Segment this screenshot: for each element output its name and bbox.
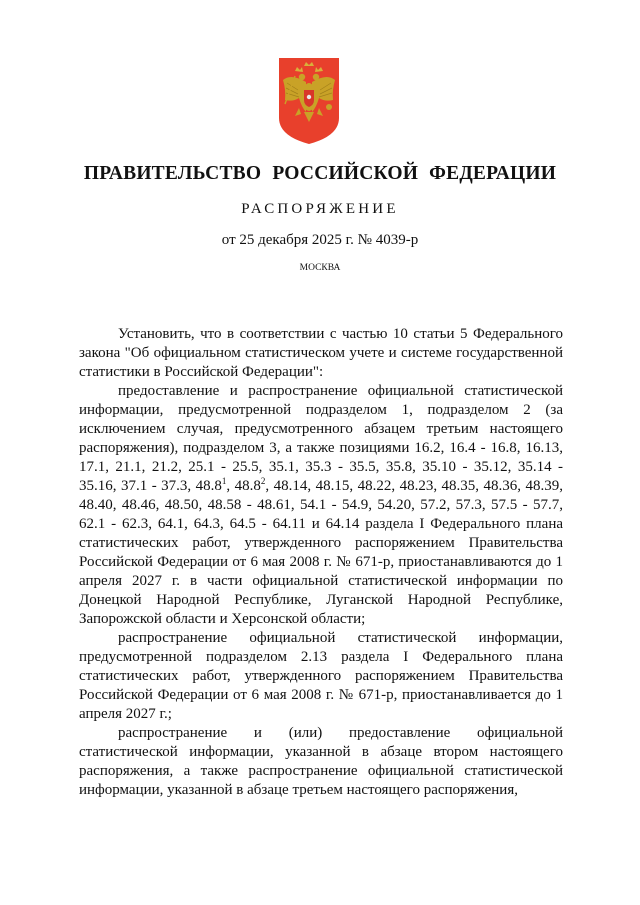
paragraph-2-text-a: предоставление и распространение официальной статистической информации, предусмотренной подразделом 1, подразделом 2 (за исключением случая, предусмотренного абзацем третьим настоящего распоряжения), подразделом 3, а также позициями 16.2, 16.4 - 16.8, 16.13, 17.1, 21.1, 21.2, 25.1 - 25.5, 35.1, 35.3 - 35.5, 35.8, 35.10 - 35.12, 35.14 - 35.16, 37.1 - 37.3, 48.8 (79, 383, 563, 494)
paragraph-2-text-c: , 48.14, 48.15, 48.22, 48.23, 48.35, 48.36, 48.39, 48.40, 48.46, 48.50, 48.58 - 48.61, 54.1 - 54.9, 54.20, 57.2, 57.3, 57.5 - 57.7, 62.1 - 62.3, 64.1, 64.3, 64.5 - 64.11 и 64.14 раздела I Федерального плана статистических работ, утвержденного распоряжением Правительства Российской Федерации от 6 мая 2008 г. № 671-р, приостанавливаются до 1 апреля 2027 г. в части официальной статистической информации по Донецкой Народной Республике, Луганской Народной Республике, Запорожской области и Херсонской области; (79, 478, 564, 627)
document-city: МОСКВА (299, 263, 341, 273)
paragraph-1: Установить, что в соответствии с частью 10 статьи 5 Федерального закона "Об официальном статистическом учете и системе государственной статистики в Российской Федерации": (79, 326, 563, 380)
superscript-1: 1 (221, 476, 227, 486)
paragraph-2-text-b: , 48.8 (226, 478, 261, 494)
paragraph-2 (79, 382, 563, 629)
superscript-2: 2 (260, 476, 266, 486)
paragraph-3: распространение официальной статистической информации, предусмотренной подразделом 2.13 раздела I Федерального плана статистических работ, утвержденного распоряжением Правительства Российской Федерации от 6 мая 2008 г. № 671-р, приостанавливается до 1 апреля 2027 г.; (79, 630, 563, 722)
government-title: ПРАВИТЕЛЬСТВО РОССИЙСКОЙ ФЕДЕРАЦИИ (83, 163, 557, 184)
russian-coat-of-arms-icon (277, 56, 341, 146)
paragraph-4: распространение и (или) предоставление официальной статистической информации, указанной в абзаце втором настоящего распоряжения, а также распространение официальной статистической информации, указанной в абзаце третьем настоящего распоряжения, (79, 725, 563, 798)
document-date-number: от 25 декабря 2025 г. № 4039-р (221, 232, 419, 248)
document-type: РАСПОРЯЖЕНИЕ (241, 201, 399, 217)
document-body (79, 325, 563, 800)
